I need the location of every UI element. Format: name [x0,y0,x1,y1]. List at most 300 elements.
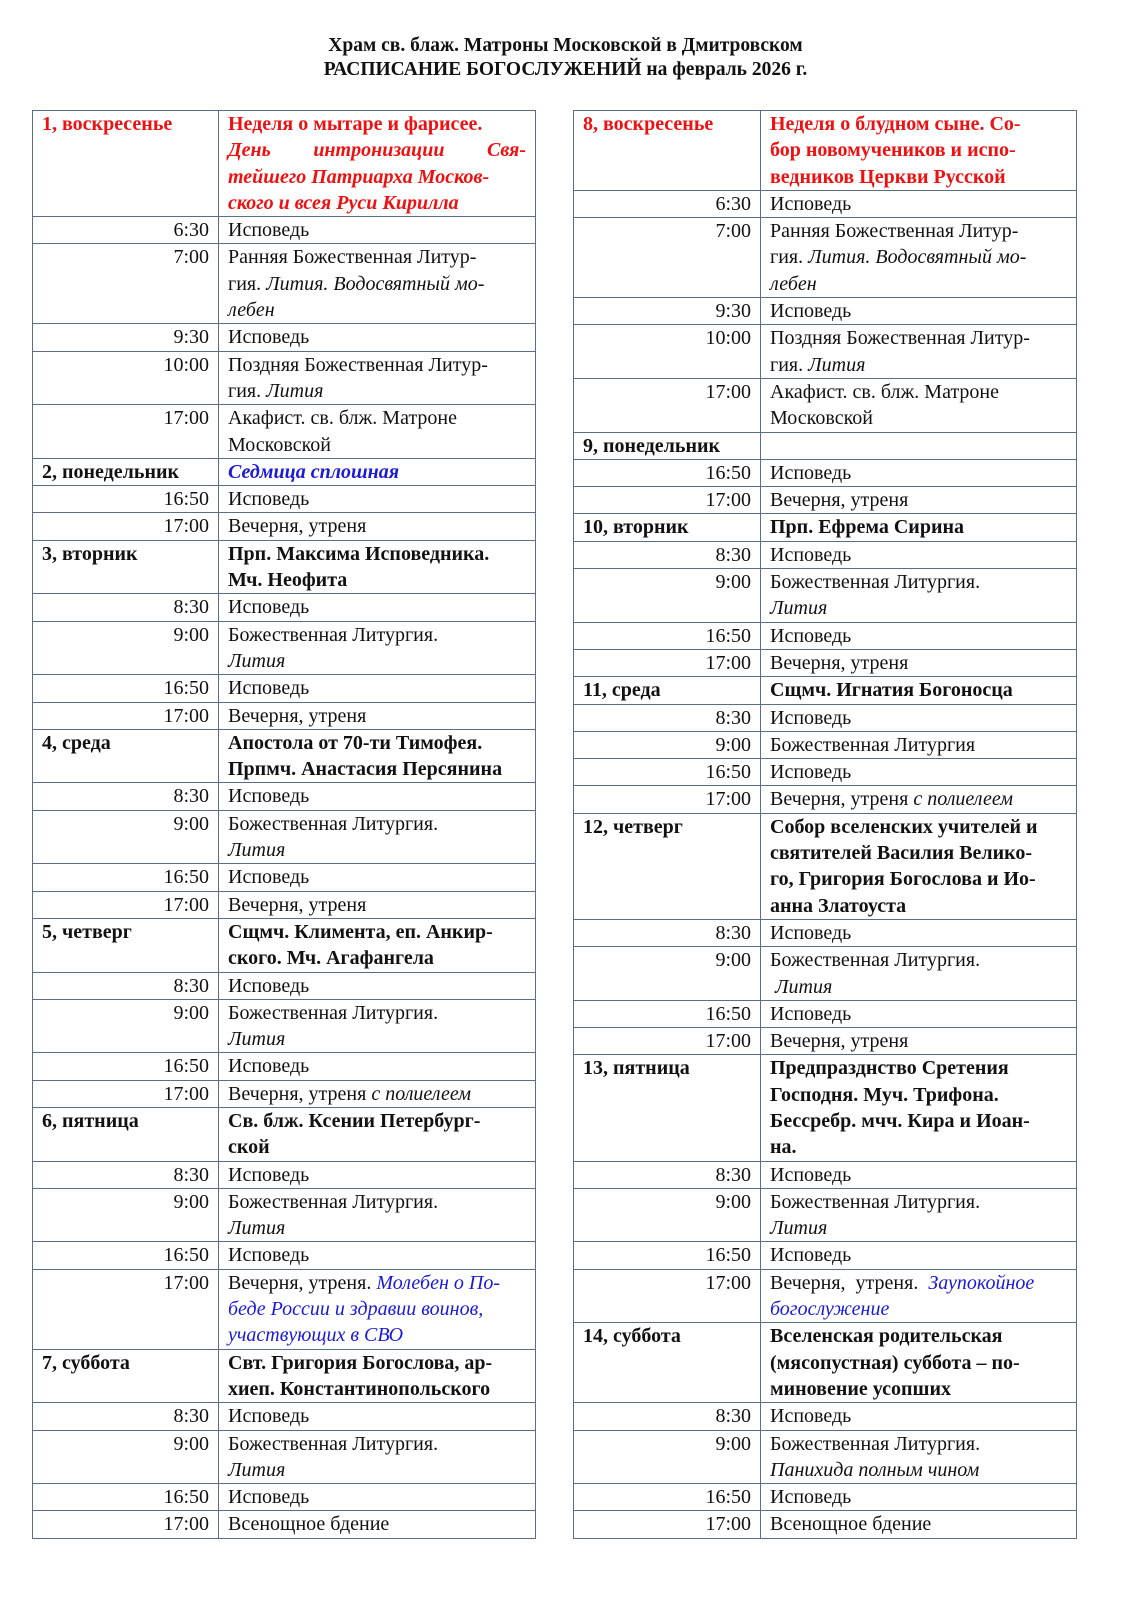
service-line [228,513,535,539]
service-description [219,1403,536,1430]
service-line [228,675,535,701]
service-text: гия. [770,246,809,269]
service-row [574,1484,1077,1511]
day-row [574,1323,1077,1403]
service-time: 9:00 [33,621,219,675]
service-line [228,1242,535,1268]
service-description [219,486,536,513]
feast-title-text: Прпмч. Анастасия Персянина [228,758,503,781]
service-text: Божественная Литургия. [228,1190,439,1213]
service-time: 16:50 [33,864,219,891]
feast-title-text: Св. блж. Ксении Петербург- [228,1109,481,1132]
service-line [770,786,1076,812]
service-row [33,1484,536,1511]
service-line [770,623,1076,649]
service-text: Лития [266,379,324,402]
service-text: Исповедь [770,300,852,323]
feast-title [219,729,536,783]
service-line [770,1242,1076,1268]
feast-title-line [228,459,535,485]
service-line [228,1189,535,1215]
service-text: Исповедь [770,1002,852,1025]
service-row [574,298,1077,325]
day-label: 6, пятница [33,1107,219,1161]
service-row [574,378,1077,432]
feast-title-line [228,541,535,567]
feast-title-text: хиеп. Константинопольского [228,1377,491,1400]
service-row [33,864,536,891]
service-text: Вечерня, утреня [770,1030,909,1053]
service-row [574,1269,1077,1323]
service-description [219,972,536,999]
feast-title-line [770,866,1076,892]
service-text: Исповедь [228,1486,310,1509]
service-row [33,513,536,540]
service-description [219,1188,536,1242]
feast-title-text: Господня. Муч. Трифона. [770,1083,999,1106]
feast-title-line [228,164,535,190]
service-text: Исповедь [228,596,310,619]
service-row [33,1242,536,1269]
day-label: 13, пятница [574,1055,761,1161]
service-text: Исповедь [228,677,310,700]
service-text: Исповедь [770,706,852,729]
service-row [33,1161,536,1188]
service-text: Вечерня, утреня [770,651,909,674]
service-text: с полиелеем [371,1082,472,1105]
feast-title-text: на. [770,1136,797,1159]
service-row [574,649,1077,676]
service-text: Исповедь [228,1163,310,1186]
schedule-table-right [573,110,1077,1539]
service-text: Исповедь [228,488,310,511]
service-description [761,541,1077,568]
service-line [228,378,535,404]
day-label: 3, вторник [33,540,219,594]
service-time: 9:00 [574,569,761,623]
service-line [770,947,1076,973]
service-text: Лития [228,839,286,862]
service-row [33,1053,536,1080]
day-row [574,432,1077,459]
service-text: Московской [770,407,873,430]
feast-title-line [228,137,535,163]
service-time: 10:00 [574,325,761,379]
service-description [761,1000,1077,1027]
feast-title-line [770,1134,1076,1160]
service-text: Божественная Литургия. [770,1190,981,1213]
service-description [219,351,536,405]
service-description [219,864,536,891]
service-description [761,704,1077,731]
service-time: 16:50 [33,1484,219,1511]
service-row [33,621,536,675]
service-text: Исповедь [770,1244,852,1267]
service-row [574,704,1077,731]
service-time: 17:00 [574,1028,761,1055]
service-line [770,352,1076,378]
service-description [219,594,536,621]
feast-title-text: ского. Мч. Агафангела [228,947,434,970]
day-row [574,111,1077,191]
feast-title-text: Прп. Ефрема Сирина [770,516,965,539]
service-description [219,244,536,324]
service-line [770,542,1076,568]
service-time: 8:30 [574,1161,761,1188]
service-time: 10:00 [33,351,219,405]
service-line [770,705,1076,731]
feast-title-text: тейшего Патриарха Москов- [228,165,490,188]
service-time: 8:30 [574,1403,761,1430]
service-text: Всенощное бдение [228,1513,390,1536]
service-line [228,271,535,297]
service-time: 17:00 [33,513,219,540]
service-text: Лития. Водосвятный мо- [266,272,485,295]
feast-title-line [770,1108,1076,1134]
service-line [228,352,535,378]
service-time: 9:00 [33,810,219,864]
service-text: Исповедь [228,1244,310,1267]
service-row [33,351,536,405]
service-line [770,1403,1076,1429]
service-description [219,702,536,729]
service-row [33,810,536,864]
day-label: 12, четверг [574,813,761,919]
service-row [33,675,536,702]
service-description [761,1161,1077,1188]
service-row [574,759,1077,786]
service-time: 16:50 [574,622,761,649]
service-time: 17:00 [33,702,219,729]
service-text: Божественная Литургия. [228,1432,439,1455]
service-line [770,271,1076,297]
service-row [574,947,1077,1001]
service-line [770,1001,1076,1027]
feast-title-line [770,840,1076,866]
service-line [770,1189,1076,1215]
service-line [228,648,535,674]
service-text: Божественная Литургия. [228,623,439,646]
service-line [770,379,1076,405]
service-time: 9:00 [33,999,219,1053]
service-text: Исповедь [770,624,852,647]
service-description [761,218,1077,298]
service-time: 16:50 [574,1242,761,1269]
service-text: Вечерня, утреня. [770,1271,929,1294]
service-line [228,837,535,863]
service-row [574,487,1077,514]
service-description [761,1484,1077,1511]
service-row [33,1511,536,1538]
service-text: Исповедь [228,866,310,889]
service-description [761,190,1077,217]
service-description [761,1028,1077,1055]
day-label: 8, воскресенье [574,111,761,191]
service-text: Вечерня, утреня [228,1082,372,1105]
service-line [770,487,1076,513]
service-time: 8:30 [33,972,219,999]
service-line [228,1403,535,1429]
service-row [33,217,536,244]
service-line [228,1296,535,1322]
feast-title-line [228,567,535,593]
service-text: Божественная Литургия [770,733,976,756]
service-text: участвующих в СВО [228,1324,404,1347]
service-row [574,1242,1077,1269]
church-name: Храм св. блаж. Матроны Московской в Дмитровском [328,35,803,56]
service-description [219,1080,536,1107]
service-line [228,1270,535,1296]
service-time: 8:30 [574,541,761,568]
feast-title [219,458,536,485]
service-text: Лития [808,353,866,376]
service-row [33,1403,536,1430]
service-row [574,919,1077,946]
service-line [228,1162,535,1188]
service-time: 8:30 [33,1161,219,1188]
service-description [761,1242,1077,1269]
service-text: Лития [228,1217,286,1240]
service-description [219,1161,536,1188]
service-row [574,622,1077,649]
service-time: 17:00 [574,378,761,432]
service-row [574,786,1077,813]
service-time: 17:00 [574,1269,761,1323]
service-time: 16:50 [574,759,761,786]
service-line [228,486,535,512]
service-text: Исповедь [770,461,852,484]
feast-title-text: Неделя о мытаре и фарисее. [228,113,483,135]
service-row [33,1269,536,1349]
service-text: Ранняя Божественная Литур- [228,246,477,269]
feast-title-text: Вселенская родительская [770,1325,1003,1348]
service-text: Божественная Литургия. [770,949,981,972]
service-row [574,1161,1077,1188]
service-description [761,1511,1077,1538]
day-row [574,813,1077,919]
feast-title-text: ского и всея Руси Кирилла [228,191,459,214]
day-row [574,1055,1077,1161]
service-time: 9:30 [574,298,761,325]
service-line [770,325,1076,351]
day-row [574,677,1077,704]
service-text: Исповедь [770,543,852,566]
feast-title-line [770,814,1076,840]
feast-title [219,540,536,594]
service-line [228,1431,535,1457]
service-line [228,405,535,431]
day-label: 1, воскресенье [33,111,219,217]
service-description [761,459,1077,486]
service-row [574,1028,1077,1055]
service-text: гия. [770,353,809,376]
service-time: 16:50 [574,1000,761,1027]
service-text: беде России и здравии воинов, [228,1298,484,1321]
feast-title-line [770,1323,1076,1349]
service-text: Вечерня, утреня [770,788,914,811]
service-text: Ранняя Божественная Литур- [770,220,1019,243]
service-text: гия. [228,272,267,295]
service-row [574,1188,1077,1242]
feast-title-line [228,919,535,945]
feast-title-text: го, Григория Богослова и Ио- [770,868,1036,891]
service-time: 17:00 [33,1511,219,1538]
service-line [228,1322,535,1348]
feast-title [219,1107,536,1161]
service-text: Поздняя Божественная Литур- [228,353,488,376]
service-description [761,1188,1077,1242]
service-text: Божественная Литургия. [228,1001,439,1024]
service-description [761,378,1077,432]
service-line [770,460,1076,486]
service-line [228,1215,535,1241]
day-row [33,1349,536,1403]
feast-title-text: Собор вселенских учителей и [770,815,1038,838]
service-row [574,569,1077,623]
service-time: 17:00 [574,649,761,676]
service-line [770,569,1076,595]
service-line [770,1431,1076,1457]
service-time: 17:00 [33,405,219,459]
feast-title [761,1323,1077,1403]
feast-title-text: бор новомучеников и испо- [770,139,1016,162]
service-row [574,218,1077,298]
feast-title [761,432,1077,459]
service-text: Исповедь [228,1405,310,1428]
schedule-table-left [32,110,536,1539]
service-description [761,1269,1077,1323]
day-label: 10, вторник [574,514,761,541]
feast-title-line [228,945,535,971]
service-row [574,1403,1077,1430]
service-line [770,595,1076,621]
service-description [761,487,1077,514]
feast-title-text: ской [228,1136,270,1159]
feast-title-line [770,893,1076,919]
service-line [770,1484,1076,1510]
service-description [761,649,1077,676]
service-line [228,1484,535,1510]
feast-title-text: анна Златоуста [770,894,907,917]
service-row [33,1430,536,1484]
feast-title-line [228,756,535,782]
feast-title-text: Сщмч. Игнатия Богоносца [770,679,1013,702]
service-text: Исповедь [228,219,310,242]
day-row [33,111,536,217]
day-row [33,458,536,485]
feast-title [761,813,1077,919]
feast-title-text: Бессребр. мчч. Кира и Иоан- [770,1109,1030,1132]
feast-title-word: День [228,139,271,162]
service-text: лебен [228,299,275,322]
service-row [33,783,536,810]
service-row [574,1511,1077,1538]
service-time: 9:00 [574,1430,761,1484]
service-text: богослужение [770,1298,890,1321]
service-text: Вечерня, утреня. [228,1271,377,1294]
day-label: 11, среда [574,677,761,704]
service-text: Исповедь [770,921,852,944]
service-time: 16:50 [33,486,219,513]
service-time: 8:30 [574,919,761,946]
service-text: Акафист. св. блж. Матроне [228,407,458,430]
feast-title-text: святителей Василия Велико- [770,842,1033,865]
service-time: 16:50 [33,1242,219,1269]
service-description [761,1430,1077,1484]
service-line [770,920,1076,946]
service-time: 17:00 [574,1511,761,1538]
service-text: Лития [228,1458,286,1481]
service-text: лебен [770,272,817,295]
service-line [228,783,535,809]
service-line [228,864,535,890]
feast-title-text: Мч. Неофита [228,569,348,592]
feast-title-line [770,514,1076,540]
service-line [770,974,1076,1000]
day-label: 14, суббота [574,1323,761,1403]
service-description [761,1403,1077,1430]
service-description [761,759,1077,786]
service-text: Панихида полным чином [770,1458,980,1481]
service-time: 6:30 [574,190,761,217]
feast-title-line [228,190,535,216]
service-row [574,190,1077,217]
feast-title-text: Свт. Григория Богослова, ар- [228,1351,493,1374]
service-line [770,732,1076,758]
service-line [228,1511,535,1537]
service-text: Вечерня, утреня [228,704,367,727]
feast-title-line [228,730,535,756]
service-line [770,1162,1076,1188]
service-line [228,1000,535,1026]
service-line [228,244,535,270]
service-row [33,244,536,324]
service-description [761,622,1077,649]
service-line [228,973,535,999]
service-row [33,1080,536,1107]
service-line [228,622,535,648]
service-line [228,594,535,620]
service-text: Московской [228,433,331,456]
feast-title-line [228,1134,535,1160]
service-text: Акафист. св. блж. Матроне [770,380,1000,403]
service-description [761,731,1077,758]
service-line [770,298,1076,324]
service-line [228,1053,535,1079]
service-text: Исповедь [228,326,310,349]
service-description [761,569,1077,623]
service-description [219,1269,536,1349]
service-row [33,486,536,513]
service-row [33,999,536,1053]
service-description [219,1242,536,1269]
service-time: 8:30 [33,783,219,810]
service-text: Исповедь [770,192,852,215]
service-line [228,217,535,243]
day-row [33,1107,536,1161]
feast-title [219,1349,536,1403]
service-time: 16:50 [33,675,219,702]
service-line [228,324,535,350]
service-description [219,621,536,675]
service-description [219,324,536,351]
service-row [574,541,1077,568]
service-description [219,999,536,1053]
service-description [219,891,536,918]
service-description [761,947,1077,1001]
feast-title-text: Седмица сплошная [228,460,400,483]
service-description [219,675,536,702]
